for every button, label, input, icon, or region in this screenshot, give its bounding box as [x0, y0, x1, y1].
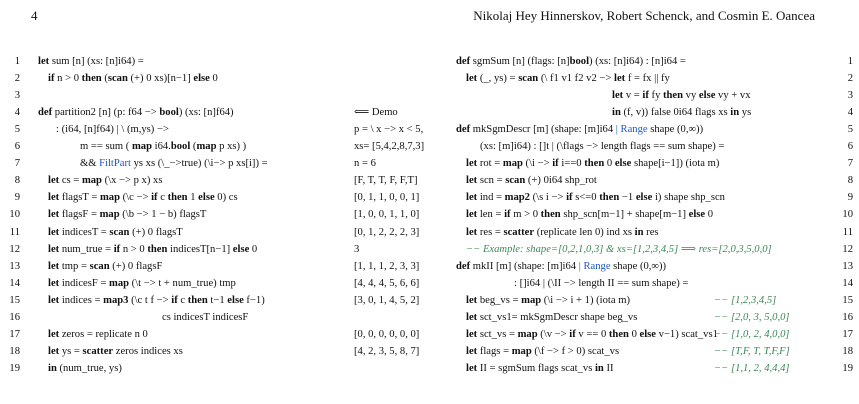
code-text: (_, ys) =: [477, 73, 519, 85]
code-keyword: then: [663, 90, 684, 102]
right-line-number: 6: [847, 141, 853, 153]
code-keyword: else: [193, 73, 210, 85]
example-comment: −− [T,F, T, T,F,F]: [714, 345, 790, 357]
code-keyword: def: [456, 124, 471, 136]
code-text: vy: [683, 90, 699, 102]
code-text: zeros = replicate n 0: [59, 328, 148, 340]
left-line-number: 16: [9, 311, 20, 323]
code-keyword: let: [48, 328, 60, 340]
code-text: res: [643, 226, 659, 238]
code-text: indicesF =: [59, 277, 110, 289]
right-line-number: 3: [847, 90, 853, 102]
code-keyword: else: [698, 90, 716, 102]
right-code-line: [456, 53, 686, 70]
code-keyword: if: [151, 192, 158, 204]
code-text: (\i −> i + 1) (iota m): [541, 294, 630, 306]
code-keyword: map: [99, 192, 120, 204]
right-code-line: [466, 360, 614, 377]
left-code-line: [80, 138, 246, 155]
right-line-number: 14: [842, 277, 853, 289]
right-code-line: [466, 189, 725, 206]
left-code-line: [48, 326, 148, 343]
code-text: indicesT[n−1]: [167, 243, 233, 255]
code-text: sct_vs1= mkSgmDescr shape beg_vs: [477, 311, 638, 323]
left-line-number: 9: [14, 192, 20, 204]
left-line-number: 10: [9, 209, 20, 221]
left-code-line: [48, 241, 257, 258]
left-code-line: [48, 224, 183, 241]
right-line-number: 12: [842, 243, 853, 255]
right-code-line: [466, 70, 670, 87]
code-keyword: bool: [170, 141, 191, 153]
right-code-line: [466, 155, 719, 172]
code-keyword: map3: [103, 294, 129, 306]
code-keyword: else: [232, 243, 250, 255]
example-comment: −− [1,0, 2, 4,0,0]: [714, 328, 790, 340]
code-keyword: def: [456, 260, 471, 272]
code-keyword: let: [48, 243, 60, 255]
code-keyword: else: [635, 192, 653, 204]
right-code-line: [514, 275, 688, 292]
demo-annotation: [4, 4, 4, 5, 6, 6]: [354, 277, 420, 289]
code-text: partition2 [n] (p: f64 −>: [52, 107, 160, 119]
left-line-number: 12: [9, 243, 20, 255]
code-text: II = sgmSum flags scat_vs: [477, 362, 595, 374]
code-text: (\c t f −>: [128, 294, 172, 306]
code-keyword: scan: [89, 260, 110, 272]
code-keyword: if: [566, 192, 573, 204]
code-text: s<=0: [572, 192, 600, 204]
code-text: sum [n] (xs: [n]i64) =: [49, 56, 144, 67]
code-keyword: in: [634, 226, 644, 238]
code-keyword: let: [48, 209, 60, 221]
code-keyword: let: [466, 294, 478, 306]
left-code-line: [38, 53, 144, 70]
code-text: cs =: [59, 175, 82, 187]
code-text: rot =: [477, 158, 503, 170]
code-text: 1: [187, 192, 199, 204]
code-text: (+) 0 flagsT: [129, 226, 183, 238]
code-keyword: scan: [107, 73, 128, 85]
code-text: −1: [619, 192, 636, 204]
code-keyword: scatter: [82, 345, 114, 357]
code-text: v−1) scat_vs1: [656, 328, 718, 340]
code-keyword: let: [466, 158, 478, 170]
code-keyword: map: [99, 209, 120, 221]
demo-annotation: [1, 0, 0, 1, 1, 0]: [354, 209, 420, 221]
code-keyword: else: [614, 158, 632, 170]
demo-annotation: [0, 1, 1, 0, 0, 1]: [354, 192, 420, 204]
code-text: mkII [m] (shape: [m]i64: [470, 260, 579, 272]
left-line-number: 5: [14, 124, 20, 136]
code-text: : (i64, [n]f64) | \ (m,ys) −>: [56, 124, 169, 136]
right-line-number: 13: [842, 260, 853, 272]
code-keyword: map: [131, 141, 152, 153]
code-keyword: map: [196, 141, 217, 153]
code-text: 0: [604, 158, 615, 170]
right-line-number: 8: [847, 175, 853, 187]
demo-annotation: xs= [5,4,2,8,7,3]: [354, 141, 425, 153]
right-code-line: [466, 309, 637, 326]
code-refinement: | Range: [615, 124, 648, 136]
code-text: m > 0: [510, 209, 541, 221]
code-keyword: let: [48, 277, 60, 289]
code-keyword: scatter: [503, 226, 535, 238]
right-line-number: 16: [842, 311, 853, 323]
left-code-line: [48, 275, 236, 292]
code-keyword: else: [688, 209, 706, 221]
code-text: shp_scn[m−1] + shape[m−1]: [560, 209, 689, 221]
right-line-number: 7: [847, 158, 853, 170]
left-line-number: 1: [14, 56, 20, 67]
code-keyword: then: [584, 158, 605, 170]
code-keyword: map: [517, 328, 538, 340]
code-text: sgmSum [n] (flags: [n]: [470, 56, 570, 67]
code-text: n > 0: [54, 73, 82, 85]
demo-annotation: [1, 1, 1, 2, 3, 3]: [354, 260, 420, 272]
code-keyword: map: [81, 175, 102, 187]
left-code-line: [56, 121, 169, 138]
code-keyword: scan: [109, 226, 130, 238]
right-code-line: [466, 206, 713, 223]
code-text: (\f −> f > 0) scat_vs: [531, 345, 620, 357]
code-text: shape (0,∞)): [647, 124, 704, 136]
code-text: f = fx || fy: [625, 73, 670, 85]
code-text: c: [177, 294, 188, 306]
code-text: ) (xs: [n]f64): [178, 107, 234, 119]
code-text: res =: [477, 226, 504, 238]
code-text: (\b −> 1 − b) flagsT: [119, 209, 207, 221]
right-code-line: [466, 172, 597, 189]
code-text: 0: [209, 73, 218, 85]
right-line-number: 10: [842, 209, 853, 221]
code-keyword: let: [614, 73, 626, 85]
code-text: 0: [628, 328, 640, 340]
code-keyword: else: [639, 328, 656, 340]
code-text: flags =: [477, 345, 512, 357]
code-text: (+) 0i64 shp_rot: [525, 175, 597, 187]
code-text: (: [190, 141, 197, 153]
code-text: vy + vx: [715, 90, 751, 102]
right-line-number: 15: [842, 294, 853, 306]
code-text: i==0: [558, 158, 585, 170]
code-keyword: let: [466, 192, 478, 204]
code-text: num_true =: [59, 243, 114, 255]
demo-annotation: [0, 1, 2, 2, 2, 3]: [354, 226, 420, 238]
code-text: (\i −>: [522, 158, 553, 170]
right-code-line: [466, 224, 659, 241]
code-keyword: def: [456, 56, 471, 67]
code-text: ys =: [59, 345, 83, 357]
left-line-number: 11: [9, 226, 20, 238]
code-text: tmp =: [59, 260, 90, 272]
code-keyword: then: [81, 73, 102, 85]
page-number: 4: [31, 8, 38, 23]
code-keyword: let: [466, 73, 478, 85]
code-text: (\t −> t + num_true) tmp: [129, 277, 236, 289]
right-line-number: 4: [847, 107, 853, 119]
demo-annotation: [F, T, T, F, F,T]: [354, 175, 418, 187]
right-code-line: [466, 326, 718, 343]
code-text: ) (xs: [n]i64) : [n]i64 =: [589, 56, 686, 67]
right-line-number: 2: [847, 73, 853, 85]
right-code-line: [466, 292, 630, 309]
right-line-number: 5: [847, 124, 853, 136]
code-text: flagsF =: [59, 209, 100, 221]
code-text: (+) 0 flagsF: [109, 260, 163, 272]
code-keyword: if: [504, 209, 511, 221]
left-line-number: 4: [14, 107, 20, 119]
code-text: flagsT =: [59, 192, 100, 204]
code-text: : []i64 | (\II −> length II == sum shape) =: [514, 277, 689, 289]
left-line-number: 2: [14, 73, 20, 85]
code-keyword: else: [198, 192, 215, 204]
code-keyword: then: [167, 192, 188, 204]
demo-annotation: ⟸ Demo: [354, 107, 398, 119]
left-code-line: [48, 189, 238, 206]
code-text: (\x −> p x) xs: [101, 175, 163, 187]
code-refinement: | Range: [578, 260, 611, 272]
code-text: (\s i −>: [529, 192, 567, 204]
code-text: ys: [739, 107, 752, 119]
code-keyword: if: [48, 73, 55, 85]
code-keyword: bool: [159, 107, 179, 119]
code-keyword: else: [227, 294, 244, 306]
code-text: (\c −>: [120, 192, 152, 204]
code-text: (\ f1 v1 f2 v2 −>: [538, 73, 614, 85]
code-keyword: map2: [504, 192, 530, 204]
code-keyword: if: [171, 294, 178, 306]
code-text: i) shape shp_scn: [652, 192, 725, 204]
code-comment: −− Example: shape=[0,2,1,0,3] & xs=[1,2,3,4,5] ⟹ res=[2,0,3,5,0,0]: [466, 243, 772, 255]
code-keyword: let: [48, 192, 60, 204]
code-keyword: if: [569, 328, 576, 340]
code-keyword: then: [599, 192, 620, 204]
code-keyword: map: [502, 158, 523, 170]
code-text: shape (0,∞)): [610, 260, 667, 272]
code-text: p xs) ): [216, 141, 247, 153]
code-keyword: if: [642, 90, 649, 102]
demo-annotation: [0, 0, 0, 0, 0, 0]: [354, 328, 420, 340]
code-text: ind =: [477, 192, 505, 204]
code-text: m == sum (: [80, 141, 132, 153]
code-keyword: def: [38, 107, 53, 119]
code-keyword: if: [113, 243, 121, 255]
code-keyword: then: [147, 243, 168, 255]
left-line-number: 19: [9, 362, 20, 374]
code-keyword: map: [521, 294, 542, 306]
example-comment: −− [1,2,3,4,5]: [714, 294, 777, 306]
left-code-line: [48, 206, 206, 223]
code-text: (f, v)) false 0i64 flags xs: [620, 107, 731, 119]
code-text: (xs: [m]i64) : []t | (\flags −> length flags == sum shape) =: [480, 141, 725, 153]
code-keyword: scan: [518, 73, 539, 85]
code-text: fy: [648, 90, 664, 102]
code-keyword: if: [552, 158, 559, 170]
running-header-authors: Nikolaj Hey Hinnerskov, Robert Schenck, and Cosmin E. Oancea: [473, 8, 815, 23]
code-text: II: [603, 362, 614, 374]
code-keyword: let: [612, 90, 624, 102]
code-keyword: let: [38, 56, 50, 67]
right-line-number: 9: [847, 192, 853, 204]
demo-annotation: n = 6: [354, 158, 376, 170]
left-code-line: [48, 343, 183, 360]
code-text: v == 0: [575, 328, 609, 340]
code-keyword: let: [48, 226, 60, 238]
code-text: beg_vs =: [477, 294, 522, 306]
code-builtin: FiltPart: [99, 158, 131, 170]
code-text: 0: [249, 243, 258, 255]
code-keyword: in: [730, 107, 740, 119]
code-text: f−1): [243, 294, 265, 306]
code-text: mkSgmDescr [m] (shape: [m]i64: [470, 124, 616, 136]
code-text: (replicate len 0) ind xs: [534, 226, 635, 238]
code-keyword: let: [466, 345, 478, 357]
left-line-number: 3: [14, 90, 20, 102]
code-text: scn =: [477, 175, 506, 187]
code-keyword: in: [612, 107, 621, 119]
right-line-number: 17: [842, 328, 853, 340]
left-line-number: 6: [14, 141, 20, 153]
left-line-number: 13: [9, 260, 20, 272]
code-keyword: then: [187, 294, 208, 306]
right-code-line: [466, 343, 619, 360]
code-keyword: then: [540, 209, 561, 221]
right-line-number: 18: [842, 345, 853, 357]
code-keyword: let: [48, 294, 60, 306]
code-keyword: scan: [505, 175, 526, 187]
code-text: indices =: [59, 294, 104, 306]
code-text: t−1: [207, 294, 228, 306]
left-code-line: [80, 155, 268, 172]
left-code-line: [48, 172, 162, 189]
code-text: i64.: [152, 141, 171, 153]
left-code-line: [48, 258, 162, 275]
code-text: c: [157, 192, 168, 204]
code-text: 0: [705, 209, 714, 221]
code-keyword: bool: [569, 56, 590, 67]
code-keyword: let: [48, 260, 60, 272]
code-keyword: map: [511, 345, 532, 357]
left-line-number: 17: [9, 328, 20, 340]
code-text: len =: [477, 209, 505, 221]
left-line-number: 14: [9, 277, 20, 289]
right-code-line: [466, 241, 772, 258]
demo-annotation: 3: [354, 243, 360, 255]
left-line-number: 15: [9, 294, 20, 306]
code-text: cs indicesT indicesF: [162, 311, 249, 323]
right-code-line: [612, 87, 751, 104]
right-line-number: 11: [842, 226, 853, 238]
code-keyword: let: [466, 226, 478, 238]
left-line-number: 8: [14, 175, 20, 187]
code-keyword: let: [466, 362, 478, 374]
right-code-line: [456, 258, 666, 275]
code-text: n > 0: [120, 243, 148, 255]
left-code-line: [38, 104, 234, 121]
code-keyword: let: [466, 328, 478, 340]
demo-annotation: p = \ x −> x < 5,: [354, 124, 424, 136]
code-text: ys xs (\_−>true) (\i−> p xs[i]) =: [130, 158, 268, 170]
code-keyword: let: [48, 345, 60, 357]
example-comment: −− [1,1, 2, 4,4,4]: [714, 362, 790, 374]
left-code-line: [48, 292, 265, 309]
left-code-line: [48, 360, 122, 377]
code-text: &&: [80, 158, 100, 170]
code-text: zeros indices xs: [113, 345, 183, 357]
left-line-number: 7: [14, 158, 20, 170]
code-text: shape[i−1]) (iota m): [631, 158, 720, 170]
demo-annotation: [4, 2, 3, 5, 8, 7]: [354, 345, 420, 357]
code-keyword: let: [466, 175, 478, 187]
right-line-number: 19: [842, 362, 853, 374]
right-line-number: 1: [847, 56, 853, 67]
code-text: v =: [623, 90, 643, 102]
right-code-line: [612, 104, 751, 121]
code-keyword: let: [466, 311, 478, 323]
code-text: (: [101, 73, 108, 85]
code-keyword: map: [109, 277, 130, 289]
code-keyword: let: [466, 209, 478, 221]
example-comment: −− [2,0, 3, 5,0,0]: [714, 311, 790, 323]
right-code-line: [456, 121, 703, 138]
code-text: (+) 0 xs)[n−1]: [127, 73, 194, 85]
code-keyword: in: [48, 362, 57, 374]
code-keyword: let: [48, 175, 60, 187]
left-line-number: 18: [9, 345, 20, 357]
demo-annotation: [3, 0, 1, 4, 5, 2]: [354, 294, 420, 306]
code-text: (num_true, ys): [56, 362, 122, 374]
code-text: 0) cs: [214, 192, 238, 204]
left-code-line: [48, 70, 218, 87]
right-code-line: [480, 138, 724, 155]
code-keyword: in: [594, 362, 604, 374]
left-code-line: [162, 309, 248, 326]
code-keyword: then: [608, 328, 629, 340]
code-text: (\v −>: [537, 328, 570, 340]
code-text: indicesT =: [59, 226, 110, 238]
code-text: sct_vs =: [477, 328, 518, 340]
